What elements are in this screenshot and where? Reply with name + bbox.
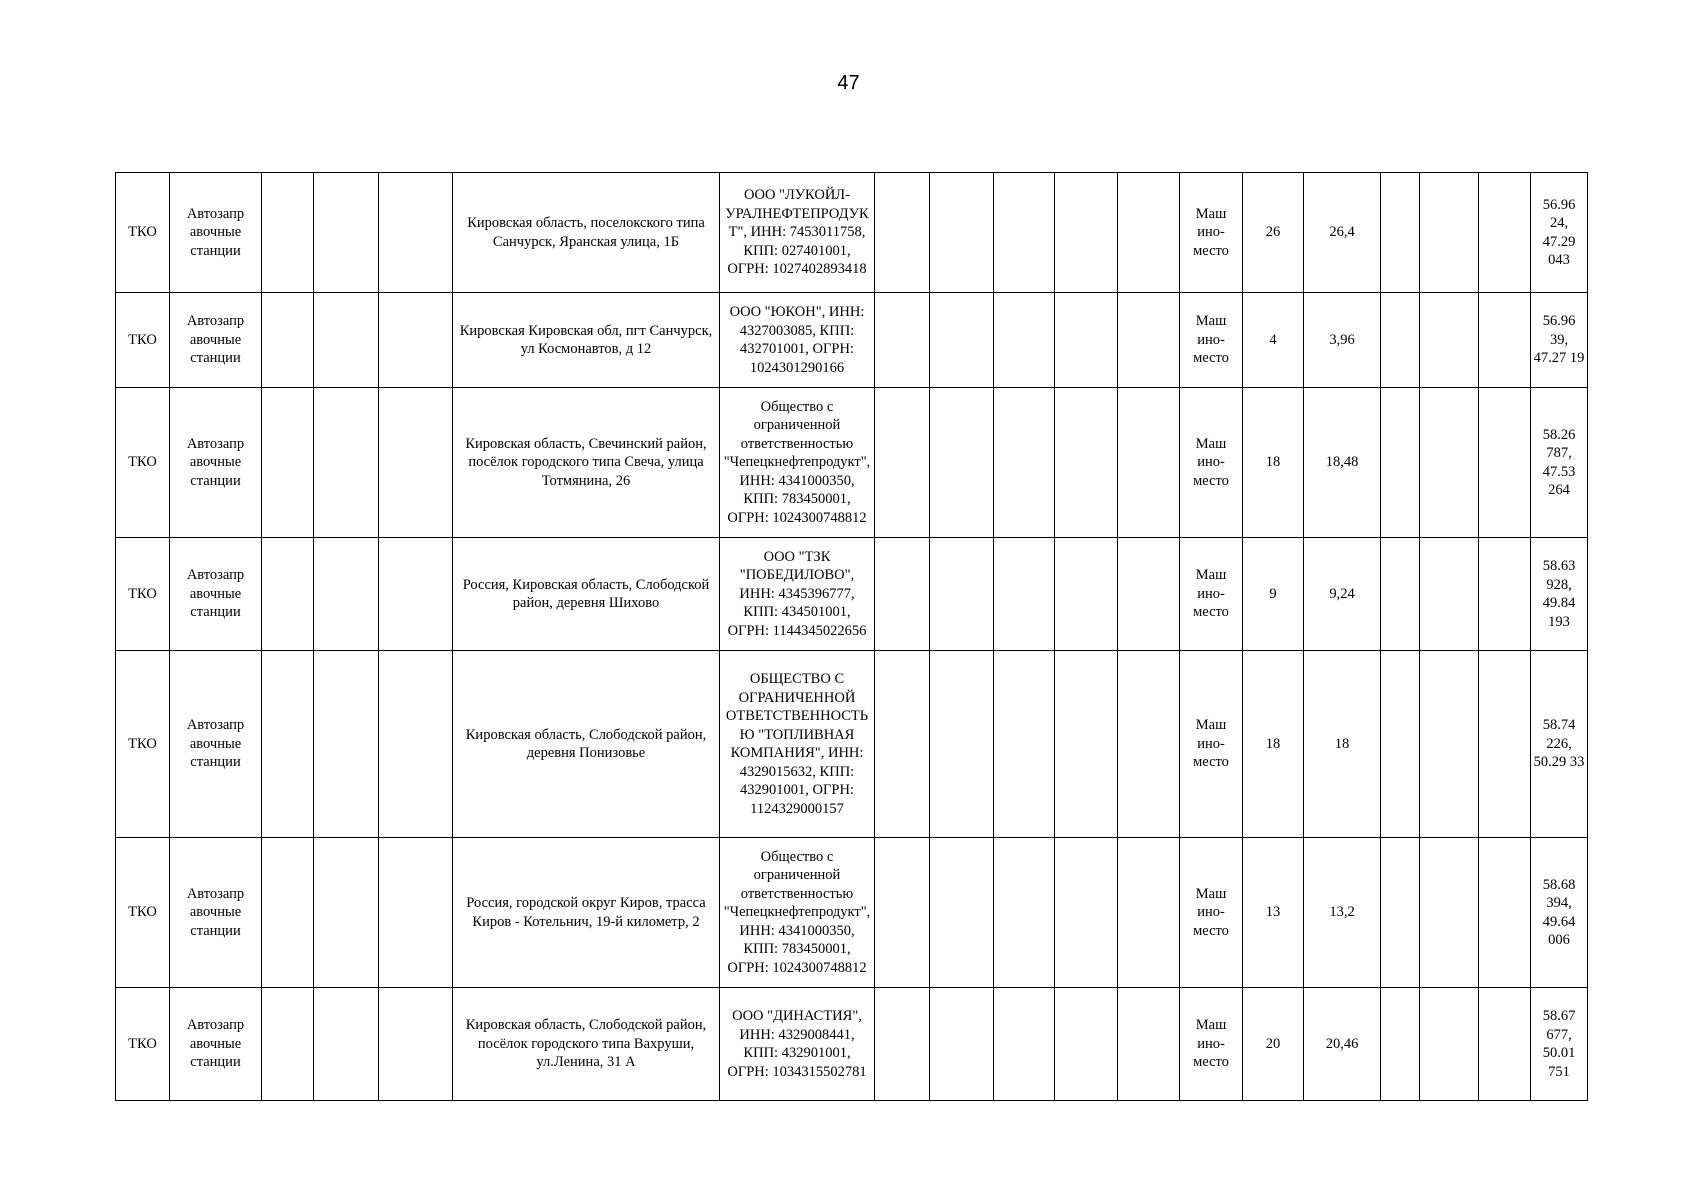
coordinates-cell: 58.68 394, 49.64 006 [1531,838,1588,988]
empty-cell [994,173,1055,293]
empty-cell [1381,538,1420,651]
empty-cell [930,538,994,651]
empty-cell [875,651,930,838]
empty-cell [1479,173,1531,293]
empty-cell [1381,388,1420,538]
table-row [116,388,1588,538]
object-category-cell: Автозапр авочные станции [170,293,262,388]
empty-cell [379,651,453,838]
object-category-cell: Автозапр авочные станции [170,988,262,1101]
empty-cell [994,988,1055,1101]
empty-cell [994,838,1055,988]
empty-cell [1479,388,1531,538]
address-cell: Кировская Кировская обл, пгт Санчурск, ул Космонавтов, д 12 [453,293,720,388]
object-category-cell: Автозапр авочные станции [170,173,262,293]
table-row [116,988,1588,1101]
empty-cell [379,388,453,538]
waste-type-cell: ТКО [116,388,170,538]
empty-cell [1381,988,1420,1101]
empty-cell [930,173,994,293]
value-cell: 3,96 [1304,293,1381,388]
empty-cell [262,293,314,388]
waste-type-cell: ТКО [116,173,170,293]
empty-cell [262,388,314,538]
empty-cell [1420,838,1479,988]
empty-cell [1381,173,1420,293]
empty-cell [314,651,379,838]
empty-cell [1420,538,1479,651]
empty-cell [1479,651,1531,838]
value-cell: 26,4 [1304,173,1381,293]
empty-cell [262,988,314,1101]
count-cell: 4 [1243,293,1304,388]
object-category-cell: Автозапр авочные станции [170,838,262,988]
empty-cell [1118,651,1180,838]
coordinates-cell: 58.63 928, 49.84 193 [1531,538,1588,651]
empty-cell [262,173,314,293]
count-cell: 9 [1243,538,1304,651]
address-cell: Кировская область, Слободской район, посёлок городского типа Вахруши, ул.Ленина, 31 А [453,988,720,1101]
owner-cell: Общество с ограниченной ответственностью "Чепецкнефтепродукт", ИНН: 4341000350, КПП: 783450001, ОГРН: 1024300748812 [720,388,875,538]
empty-cell [1420,293,1479,388]
empty-cell [314,293,379,388]
unit-cell: Маш ино-место [1180,988,1243,1101]
empty-cell [1479,838,1531,988]
empty-cell [1381,293,1420,388]
empty-cell [1479,293,1531,388]
empty-cell [1381,651,1420,838]
empty-cell [379,988,453,1101]
table-row [116,538,1588,651]
empty-cell [994,538,1055,651]
empty-cell [262,538,314,651]
coordinates-cell: 58.67 677, 50.01 751 [1531,988,1588,1101]
empty-cell [1055,838,1118,988]
coordinates-cell: 58.74 226, 50.29 33 [1531,651,1588,838]
owner-cell: ООО "ЮКОН", ИНН: 4327003085, КПП: 432701001, ОГРН: 1024301290166 [720,293,875,388]
empty-cell [1055,988,1118,1101]
empty-cell [1118,173,1180,293]
object-category-cell: Автозапр авочные станции [170,538,262,651]
empty-cell [262,651,314,838]
empty-cell [875,388,930,538]
empty-cell [1479,538,1531,651]
waste-type-cell: ТКО [116,988,170,1101]
empty-cell [875,988,930,1101]
object-category-cell: Автозапр авочные станции [170,388,262,538]
count-cell: 13 [1243,838,1304,988]
empty-cell [379,173,453,293]
empty-cell [314,173,379,293]
empty-cell [930,838,994,988]
value-cell: 20,46 [1304,988,1381,1101]
empty-cell [314,988,379,1101]
waste-type-cell: ТКО [116,538,170,651]
value-cell: 18 [1304,651,1381,838]
empty-cell [994,651,1055,838]
coordinates-cell: 56.96 39, 47.27 19 [1531,293,1588,388]
empty-cell [1420,651,1479,838]
address-cell: Россия, городской округ Киров, трасса Киров - Котельнич, 19-й километр, 2 [453,838,720,988]
owner-cell: ООО "ДИНАСТИЯ", ИНН: 4329008441, КПП: 432901001, ОГРН: 1034315502781 [720,988,875,1101]
unit-cell: Маш ино-место [1180,651,1243,838]
empty-cell [314,838,379,988]
empty-cell [875,838,930,988]
count-cell: 18 [1243,651,1304,838]
unit-cell: Маш ино-место [1180,388,1243,538]
value-cell: 9,24 [1304,538,1381,651]
table-row [116,651,1588,838]
empty-cell [994,293,1055,388]
value-cell: 18,48 [1304,388,1381,538]
empty-cell [1118,838,1180,988]
empty-cell [1055,173,1118,293]
address-cell: Кировская область, Свечинский район, посёлок городского типа Свеча, улица Тотмянина, 26 [453,388,720,538]
table-row [116,838,1588,988]
address-cell: Россия, Кировская область, Слободской район, деревня Шихово [453,538,720,651]
empty-cell [1118,388,1180,538]
empty-cell [1055,538,1118,651]
empty-cell [930,293,994,388]
empty-cell [379,293,453,388]
waste-sources-table [115,172,1588,1101]
count-cell: 20 [1243,988,1304,1101]
empty-cell [1118,538,1180,651]
unit-cell: Маш ино-место [1180,173,1243,293]
address-cell: Кировская область, Слободской район, деревня Понизовье [453,651,720,838]
empty-cell [1118,988,1180,1101]
empty-cell [314,388,379,538]
empty-cell [379,838,453,988]
object-category-cell: Автозапр авочные станции [170,651,262,838]
owner-cell: Общество с ограниченной ответственностью "Чепецкнефтепродукт", ИНН: 4341000350, КПП: 783450001, ОГРН: 1024300748812 [720,838,875,988]
unit-cell: Маш ино-место [1180,538,1243,651]
count-cell: 18 [1243,388,1304,538]
value-cell: 13,2 [1304,838,1381,988]
page-number: 47 [837,72,860,94]
empty-cell [875,173,930,293]
waste-type-cell: ТКО [116,838,170,988]
empty-cell [875,538,930,651]
owner-cell: ОБЩЕСТВО С ОГРАНИЧЕННОЙ ОТВЕТСТВЕННОСТЬЮ "ТОПЛИВНАЯ КОМПАНИЯ", ИНН: 4329015632, КПП: 432901001, ОГРН: 1124329000157 [720,651,875,838]
table-row [116,173,1588,293]
count-cell: 26 [1243,173,1304,293]
empty-cell [1381,838,1420,988]
coordinates-cell: 56.96 24, 47.29 043 [1531,173,1588,293]
owner-cell: ООО "ЛУКОЙЛ-УРАЛНЕФТЕПРОДУКТ", ИНН: 7453011758, КПП: 027401001, ОГРН: 1027402893418 [720,173,875,293]
empty-cell [1055,293,1118,388]
empty-cell [1055,651,1118,838]
empty-cell [930,651,994,838]
empty-cell [314,538,379,651]
empty-cell [1479,988,1531,1101]
unit-cell: Маш ино-место [1180,293,1243,388]
address-cell: Кировская область, поселокского типа Санчурск, Яранская улица, 1Б [453,173,720,293]
empty-cell [994,388,1055,538]
empty-cell [875,293,930,388]
empty-cell [930,388,994,538]
owner-cell: ООО "ТЗК "ПОБЕДИЛОВО", ИНН: 4345396777, КПП: 434501001, ОГРН: 1144345022656 [720,538,875,651]
table-row [116,293,1588,388]
empty-cell [1420,388,1479,538]
empty-cell [930,988,994,1101]
coordinates-cell: 58.26 787, 47.53 264 [1531,388,1588,538]
empty-cell [262,838,314,988]
empty-cell [1055,388,1118,538]
empty-cell [379,538,453,651]
empty-cell [1420,988,1479,1101]
unit-cell: Маш ино-место [1180,838,1243,988]
waste-type-cell: ТКО [116,293,170,388]
waste-type-cell: ТКО [116,651,170,838]
empty-cell [1118,293,1180,388]
empty-cell [1420,173,1479,293]
